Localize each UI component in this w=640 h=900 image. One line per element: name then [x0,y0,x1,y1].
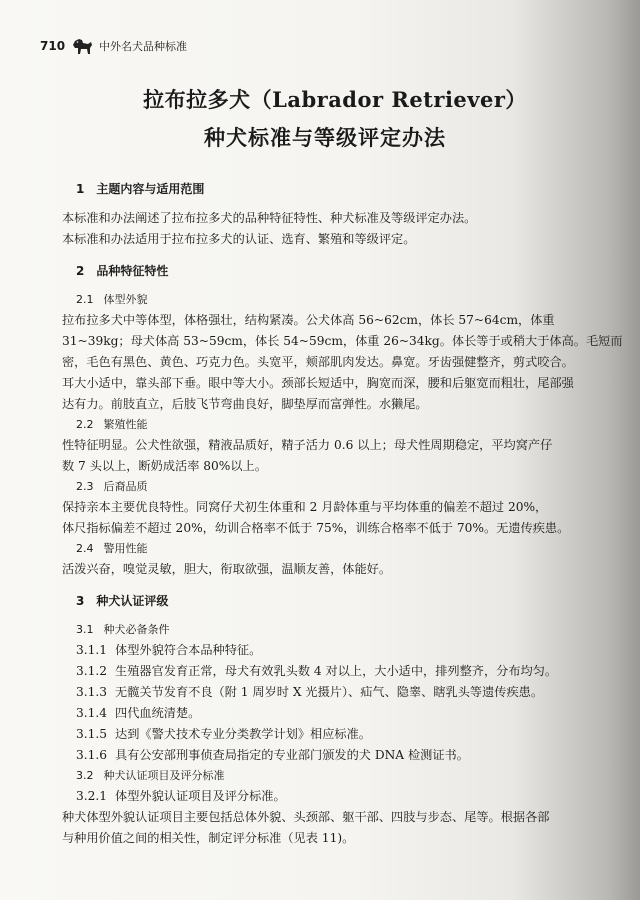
chapter-title [0,84,640,152]
title-line-1: 拉布拉多犬（Labrador Retriever） [143,87,527,112]
dog-icon [71,36,93,56]
text-line: 与种用价值之间的相关性，制定评分标准（见表 11)。 [62,831,355,845]
item-number: 3.1.2 [76,664,108,678]
section-title: 种犬认证评级 [96,594,169,608]
item-text: 生殖器官发育正常，母犬有效乳头数 4 对以上，大小适中，排列整齐，分布均匀。 [115,664,558,678]
text-line: 保持亲本主要优良特性。同窝仔犬初生体重和 2 月龄体重与平均体重的偏差不超过 20%， [62,500,548,514]
item-number: 3.1.1 [76,643,108,657]
numbered-item [76,682,640,703]
subsection-heading [76,766,640,786]
text-line: 性特征明显。公犬性欲强，精液品质好，精子活力 0.6 以上；母犬性周期稳定，平均窝产仔 [62,438,553,452]
item-text: 体型外貌认证项目及评分标准。 [115,789,286,803]
subsection-number: 2.1 [76,293,94,306]
paragraph: 本标准和办法适用于拉布拉多犬的认证、选育、繁殖和等级评定。 [62,232,416,246]
paragraph: 本标准和办法阐述了拉布拉多犬的品种特征特性、种犬标准及等级评定办法。 [62,211,477,225]
numbered-item [76,786,640,807]
book-title: 中外名犬品种标准 [99,40,188,53]
text-line: 密，毛色有黑色、黄色、巧克力色。头宽平，颊部肌肉发达。鼻宽。牙齿强健整齐，剪式咬合。 [62,355,574,369]
item-number: 3.1.3 [76,685,108,699]
subsection-title: 后裔品质 [103,480,148,493]
text-line: 活泼兴奋，嗅觉灵敏，胆大，衔取欲强，温顺友善，体能好。 [62,562,392,576]
item-number: 3.2.1 [76,789,108,803]
running-header [40,36,187,56]
subsection-heading [76,290,640,310]
section-1-heading [76,179,640,200]
subsection-number: 3.2 [76,769,94,782]
section-3-heading [76,591,640,612]
section-title: 主题内容与适用范围 [96,182,205,196]
text-line: 体尺指标偏差不超过 20%，幼训合格率不低于 75%，训练合格率不低于 70%。无遗传疾患。 [62,521,570,535]
item-text: 具有公安部刑事侦查局指定的专业部门颁发的犬 DNA 检测证书。 [115,748,469,762]
section-title: 品种特征特性 [96,264,169,278]
item-text: 达到《警犬技术专业分类教学计划》相应标准。 [115,727,371,741]
subsection-heading [76,477,640,497]
item-text: 四代血统清楚。 [115,706,201,720]
numbered-item [76,640,640,661]
text-line: 达有力。前肢直立，后肢飞节弯曲良好，脚垫厚而富弹性。水獭尾。 [62,397,428,411]
subsection-title: 警用性能 [103,542,148,555]
text-line: 31~39kg；母犬体高 53~59cm，体长 54~59cm，体重 26~34kg。体长等于或稍大于体高。毛短而 [62,334,623,348]
subsection-title: 种犬必备条件 [103,623,170,636]
section-number: 1 [76,182,85,196]
section-2-heading [76,261,640,282]
text-line: 拉布拉多犬中等体型，体格强壮，结构紧凑。公犬体高 56~62cm，体长 57~64cm，体重 [62,313,555,327]
body-text [62,176,640,849]
section-number: 3 [76,594,85,608]
subsection-heading [76,539,640,559]
item-number: 3.1.5 [76,727,108,741]
subsection-title: 体型外貌 [103,293,148,306]
subsection-number: 3.1 [76,623,94,636]
subsection-heading [76,415,640,435]
item-number: 3.1.6 [76,748,108,762]
subsection-number: 2.4 [76,542,94,555]
title-line-2: 种犬标准与等级评定办法 [204,125,446,150]
text-line: 种犬体型外貌认证项目主要包括总体外貌、头颈部、躯干部、四肢与步态、尾等。根据各部 [62,810,550,824]
item-number: 3.1.4 [76,706,108,720]
text-line: 耳大小适中，靠头部下垂。眼中等大小。颈部长短适中，胸宽而深，腰和后躯宽而粗壮，尾部强 [62,376,574,390]
numbered-item [76,703,640,724]
subsection-title: 繁殖性能 [103,418,148,431]
section-number: 2 [76,264,85,278]
subsection-heading [76,620,640,640]
subsection-number: 2.3 [76,480,94,493]
numbered-item [76,661,640,682]
item-text: 无髋关节发育不良（附 1 周岁时 X 光摄片）、疝气、隐睾、瞎乳头等遗传疾患。 [115,685,544,699]
numbered-item [76,724,640,745]
subsection-number: 2.2 [76,418,94,431]
text-line: 数 7 头以上，断奶成活率 80%以上。 [62,459,267,473]
item-text: 体型外貌符合本品种特征。 [115,643,262,657]
numbered-item [76,745,640,766]
page-number: 710 [40,39,66,53]
subsection-title: 种犬认证项目及评分标准 [103,769,225,782]
